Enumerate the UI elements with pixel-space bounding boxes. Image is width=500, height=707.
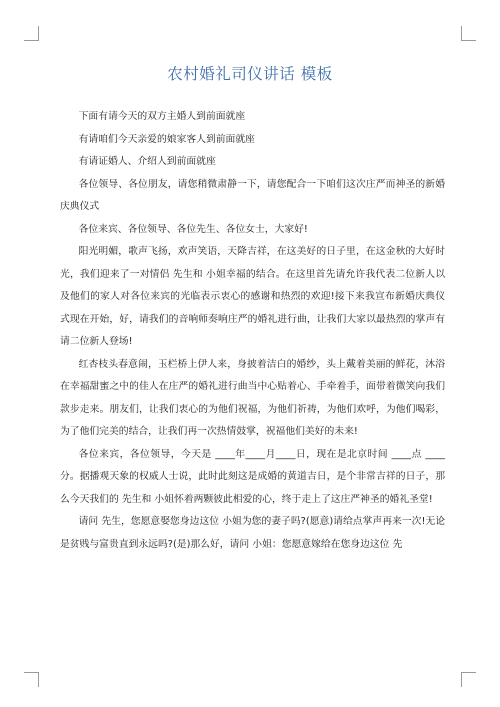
paragraph: 有请证婚人、介绍人到前面就座 — [78, 156, 216, 167]
paragraph: 阳光明媚，歌声飞扬，欢声笑语，天降吉祥，在这美好的日子里，在这金秋的大好时光，我们迎来了一对情侣 先生和 小姐幸福的结合。在这里首先请允许我代表二位新人以及他们的家人对各位来宾的光临表示衷心的感谢和热烈的欢迎!接下来我宣布新婚庆典仪式现在开始，好，请我们的音响师奏响庄严的婚礼进行曲，让我们大家以最热烈的掌声有请二位新人登场! — [60, 246, 445, 347]
page-corner-mark-bottom-left — [24, 672, 39, 687]
paragraph: 有请咱们今天亲爱的娘家客人到前面就座 — [78, 133, 255, 145]
document-title: 农村婚礼司仪讲话 模板 — [167, 65, 333, 83]
paragraph: 各位来宾、各位领导、各位先生、各位女士，大家好! — [78, 223, 308, 235]
page-corner-mark-top-left — [24, 26, 39, 41]
paragraph: 各位领导、各位朋友，请您稍微肃静一下，请您配合一下咱们这次庄严而神圣的新婚庆典仪式 — [60, 178, 445, 212]
paragraph: 下面有请今天的双方主婚人到前面就座 — [78, 111, 246, 122]
page-corner-mark-bottom-right — [461, 672, 476, 687]
document-body — [60, 106, 445, 556]
page-corner-mark-top-right — [461, 26, 476, 41]
paragraph: 请问 先生，您愿意娶您身边这位 小姐为您的妻子吗?(愿意)请给点掌声再来一次!无论是贫贱与富贵直到永远吗?(是)那么好，请问 小姐：您愿意嫁给在您身边这位 先 — [60, 516, 445, 550]
paragraph: 各位来宾，各位领导，今天是 ____年____月____日，现在是北京时间 ____点 ____分。据播观天象的权威人士说，此时此刻这是成婚的黄道吉日，是个非常吉祥的日子，那么今天我们的 先生和 小姐怀着两颗彼此相爱的心，终于走上了这庄严神圣的婚礼圣堂! — [60, 448, 445, 505]
paragraph: 红杏枝头春意闹，玉栏桥上伊人来，身披着洁白的婚纱，头上戴着美丽的鲜花，沐浴在幸福甜蜜之中的佳人在庄严的婚礼进行曲当中心贴着心、手牵着手，面带着微笑向我们款步走来。朋友们，让我们衷心的为他们祝福，为他们祈祷，为他们欢呼，为他们喝彩，为了他们完美的结合，让我们再一次热情鼓掌，祝福他们美好的未来! — [60, 358, 445, 437]
